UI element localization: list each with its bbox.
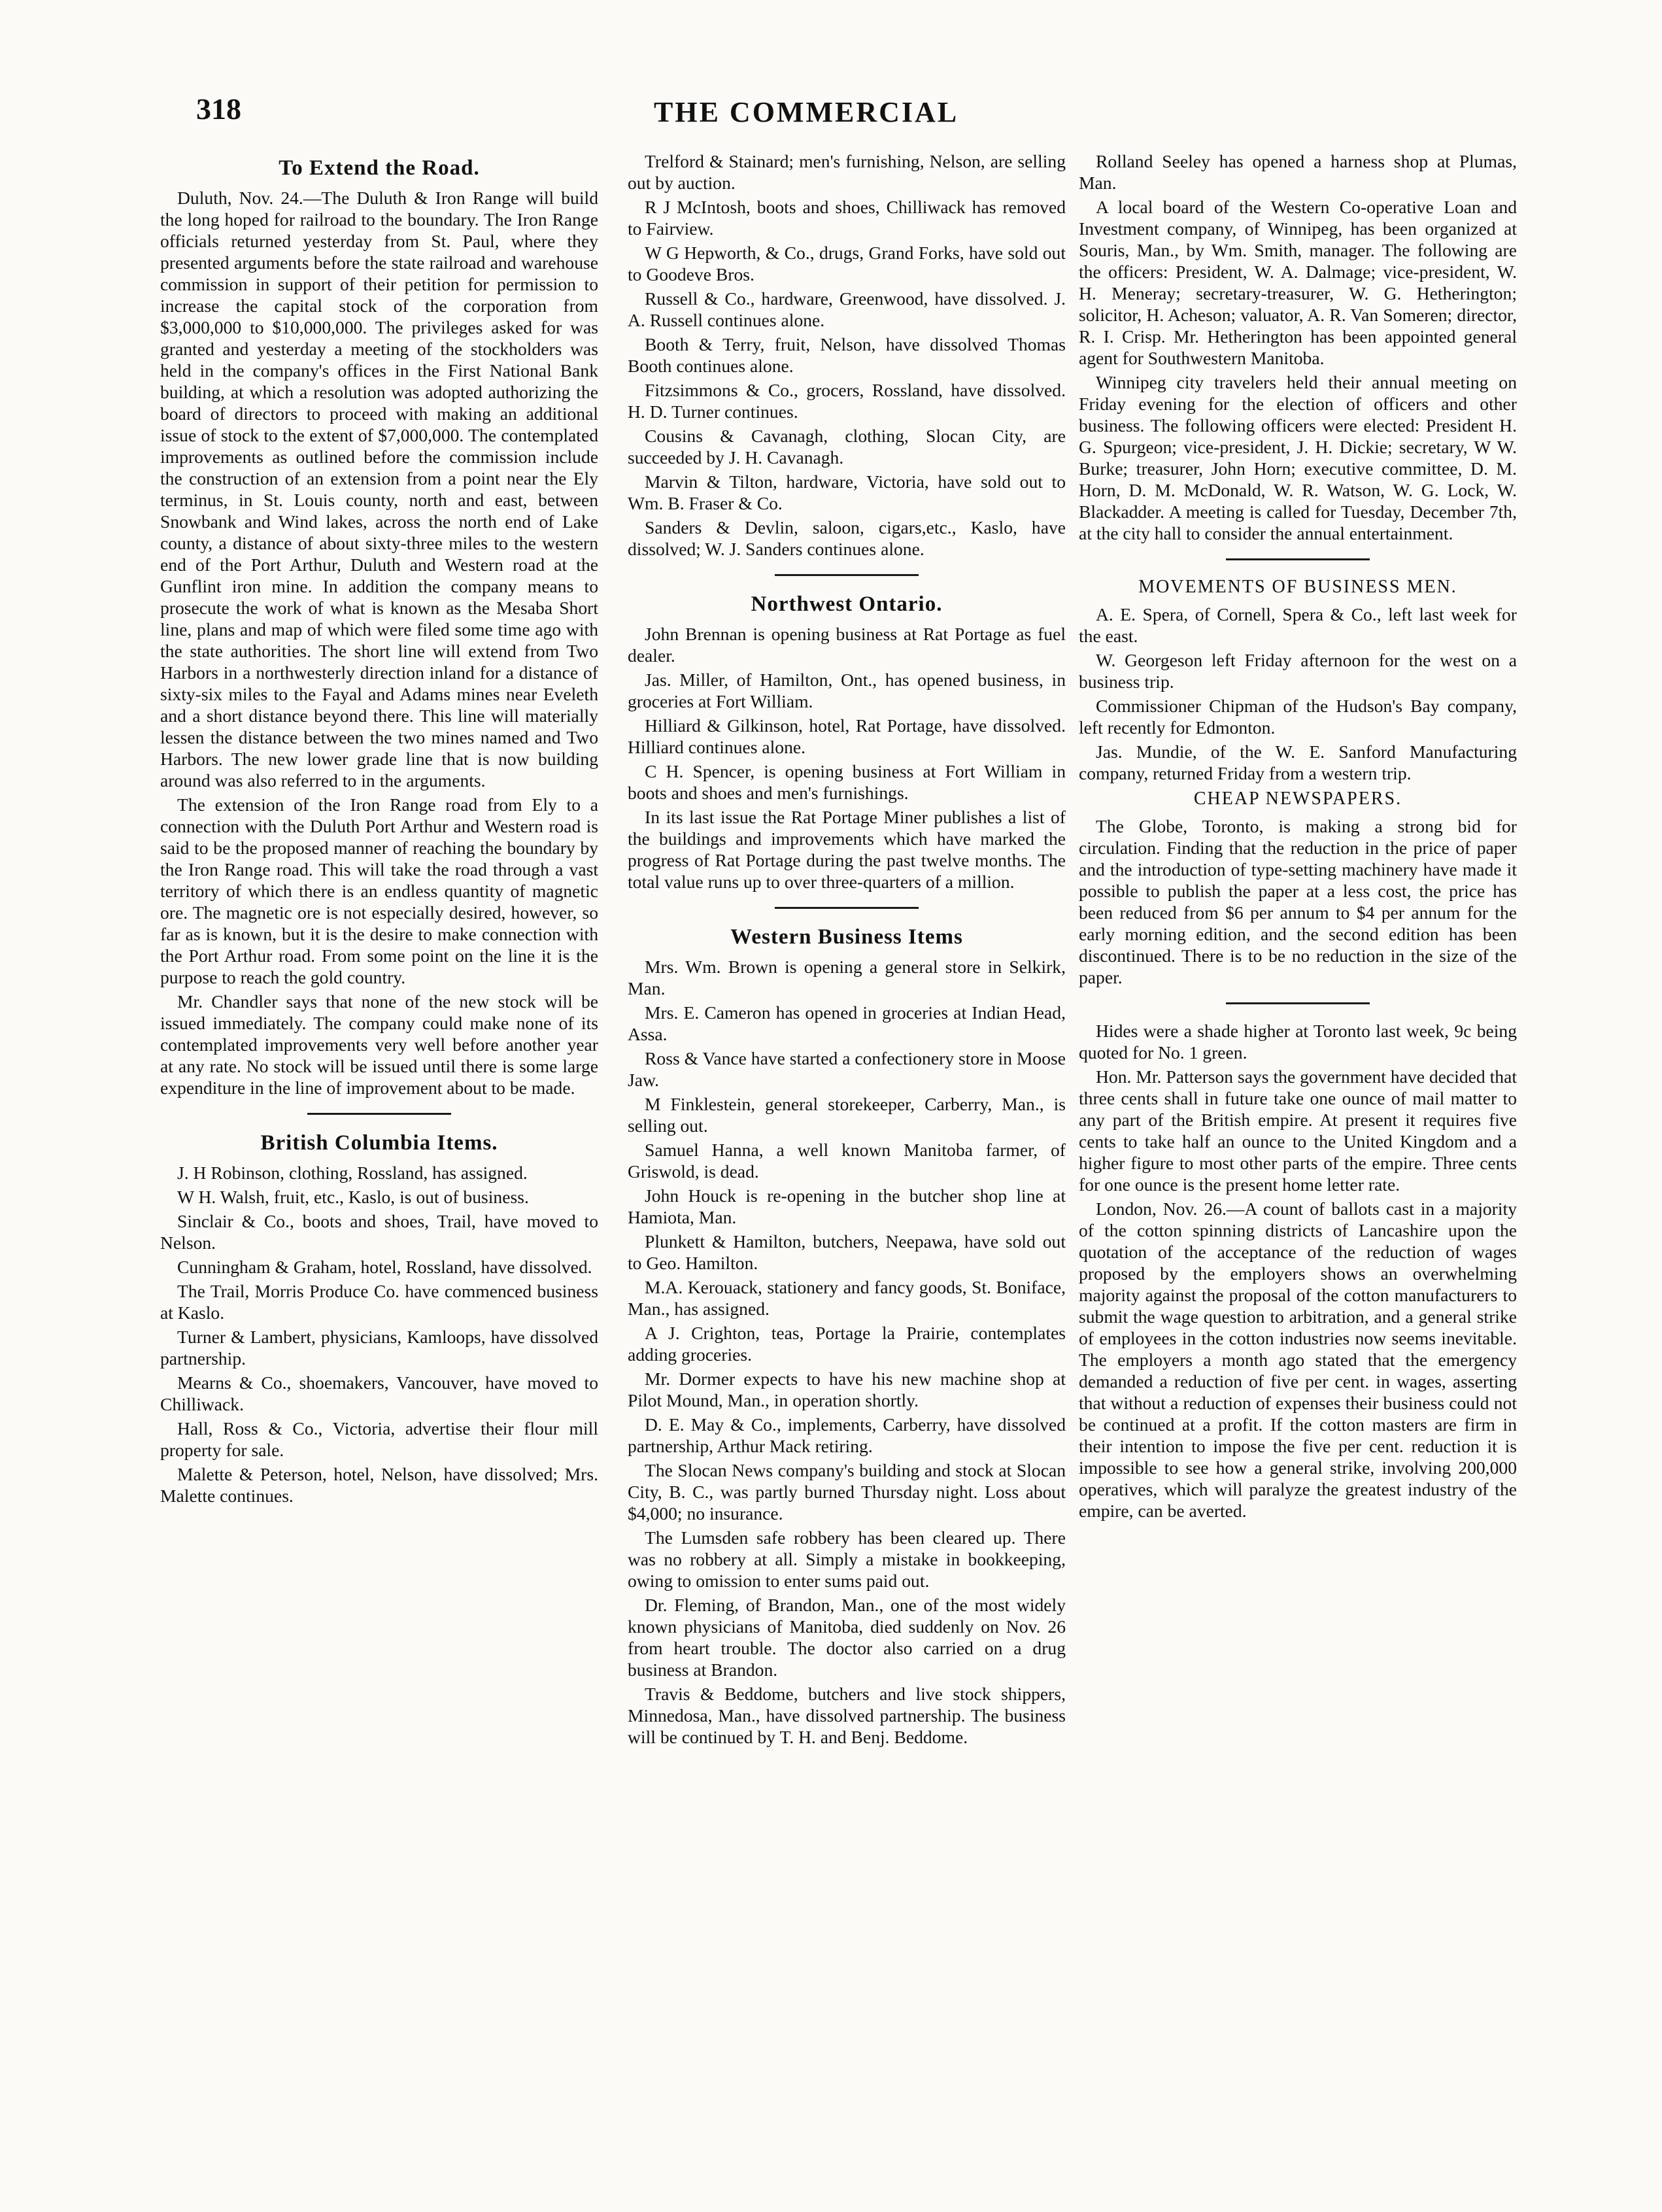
section-heading: MOVEMENTS OF BUSINESS MEN. — [1138, 577, 1457, 597]
section-divider — [307, 1113, 451, 1115]
news-item: M.A. Kerouack, stationery and fancy goods, St. Boniface, Man., has assigned. — [628, 1277, 1066, 1319]
news-item: Trelford & Stainard; men's furnishing, Nelson, are selling out by auction. — [628, 151, 1066, 193]
news-item: Malette & Peterson, hotel, Nelson, have dissolved; Mrs. Malette continues. — [160, 1464, 598, 1506]
news-item: Plunkett & Hamilton, butchers, Neepawa, have sold out to Geo. Hamilton. — [628, 1231, 1066, 1273]
page-number: 318 — [196, 92, 241, 126]
news-item: Turner & Lambert, physicians, Kamloops, have dissolved partnership. — [160, 1327, 598, 1369]
news-item: W. Georgeson left Friday afternoon for the west on a business trip. — [1079, 650, 1517, 692]
news-item: Sinclair & Co., boots and shoes, Trail, have moved to Nelson. — [160, 1211, 598, 1253]
section-heading: CHEAP NEWSPAPERS. — [1193, 789, 1402, 809]
news-item: Marvin & Tilton, hardware, Victoria, have sold out to Wm. B. Fraser & Co. — [628, 471, 1066, 513]
news-item: Dr. Fleming, of Brandon, Man., one of the most widely known physicians of Manitoba, died suddenly on Nov. 26 from heart trouble. The doctor also carried on a drug business at Brandon. — [628, 1595, 1066, 1680]
news-item: W G Hepworth, & Co., drugs, Grand Forks, have sold out to Goodeve Bros. — [628, 243, 1066, 284]
section-heading: Western Business Items — [730, 925, 963, 949]
news-item: Winnipeg city travelers held their annual meeting on Friday evening for the election of officers and other business. The following officers were elected: President H. G. Spurgeon; vice-president, J. H. Dickie; secretary, W W. Burke; treasurer, John Horn; executive committee, D. M. Horn, D. M. McDonald, W. R. Watson, W. G. Lock, W. Blackadder. A meeting is called for Tuesday, December 7th, at the city hall to consider the annual entertainment. — [1079, 372, 1517, 543]
section-heading: British Columbia Items. — [260, 1131, 498, 1155]
news-item: Hilliard & Gilkinson, hotel, Rat Portage, have dissolved. Hilliard continues alone. — [628, 715, 1066, 757]
masthead: THE COMMERCIAL — [654, 96, 959, 128]
news-item: Fitzsimmons & Co., grocers, Rossland, have dissolved. H. D. Turner continues. — [628, 380, 1066, 422]
news-item: A J. Crighton, teas, Portage la Prairie, contemplates adding groceries. — [628, 1323, 1066, 1365]
news-item: John Brennan is opening business at Rat Portage as fuel dealer. — [628, 624, 1066, 666]
news-item: J. H Robinson, clothing, Rossland, has assigned. — [177, 1163, 528, 1183]
article-paragraph: Mr. Chandler says that none of the new stock will be issued immediately. The company could make none of its contemplated improvements very well before another year at any rate. No stock will be issued until there is some large expenditure in the line of improvement about to be made. — [160, 991, 598, 1098]
column-1 — [160, 150, 598, 1509]
news-item: Commissioner Chipman of the Hudson's Bay company, left recently for Edmonton. — [1079, 696, 1517, 738]
news-item: C H. Spencer, is opening business at Fort William in boots and shoes and men's furnishings. — [628, 761, 1066, 803]
news-item: In its last issue the Rat Portage Miner publishes a list of the buildings and improvements which have marked the progress of Rat Portage during the past twelve months. The total value runs up to over three-quarters of a million. — [628, 807, 1066, 892]
news-item: Cousins & Cavanagh, clothing, Slocan City, are succeeded by J. H. Cavanagh. — [628, 426, 1066, 468]
section-divider — [1226, 1002, 1370, 1004]
news-item: R J McIntosh, boots and shoes, Chilliwack has removed to Fairview. — [628, 197, 1066, 239]
news-item: The Globe, Toronto, is making a strong bid for circulation. Finding that the reduction in the price of paper and the introduction of type-setting machinery have made it possible to publish the paper at a less cost, the price has been reduced from $6 per annum to $4 per annum for the early morning edition, and the second edition has been discontinued. There is to be no reduction in the size of the paper. — [1079, 816, 1517, 987]
section-divider — [1226, 558, 1370, 560]
news-item: W H. Walsh, fruit, etc., Kaslo, is out of business. — [177, 1187, 529, 1207]
news-item: London, Nov. 26.—A count of ballots cast in a majority of the cotton spinning districts of Lancashire upon the quotation of the acceptance of the reduction of wages proposed by the employers shows an overwhelming majority against the proposal of the cotton manufacturers to submit the wage question to arbitration, and a general strike of employees in the cotton industries now seems inevitable. The employers a month ago stated that the emergency demanded a reduction of five per cent. in wages, asserting that without a reduction of expenses their business could not be continued at a profit. If the cotton masters are firm in their intention to impose the five per cent. reduction it is impossible to see how a general strike, involving 200,000 operatives, which will paralyze the greatest industry of the empire, can be averted. — [1079, 1199, 1517, 1521]
news-item: Hides were a shade higher at Toronto last week, 9c being quoted for No. 1 green. — [1079, 1021, 1517, 1063]
news-item: Cunningham & Graham, hotel, Rossland, have dissolved. — [177, 1257, 592, 1277]
news-item: John Houck is re-opening in the butcher shop line at Hamiota, Man. — [628, 1185, 1066, 1227]
article-paragraph: Duluth, Nov. 24.—The Duluth & Iron Range will build the long hoped for railroad to the boundary. The Iron Range officials returned yesterday from St. Paul, where they presented arguments before the state railroad and warehouse commission in support of their petition for permission to increase the capital stock of the corporation from $3,000,000 to $10,000,000. The privileges asked for was granted and yesterday a meeting of the stockholders was held in the company's offices in the First National Bank building, at which a resolution was adopted authorizing the board of directors to proceed with making an additional issue of stock to the extent of $7,000,000. The contemplated improvements as outlined before the commission include the construction of an extension from a point near the Ely terminus, in St. Louis county, north and east, between Snowbank and Wind lakes, across the north end of Lake county, a distance of about sixty-three miles to the western end of the Port Arthur, Duluth and Western road at the Gunflint iron mine. In addition the company means to prosecute the work of what is known as the Mesaba Short line, plans and map of which were filed some time ago with the state authorities. The short line will extend from Two Harbors in a northwesterly direction inland for a distance of sixty-six miles to the Fayal and Adams mines near Eveleth and a short distance beyond there. This line will materially lessen the distance between the two mines named and Two Harbors. The new lower grade line that is now building around was also referred to in the arguments. — [160, 188, 598, 791]
news-item: The Trail, Morris Produce Co. have commenced business at Kaslo. — [160, 1281, 598, 1323]
news-item: Travis & Beddome, butchers and live stock shippers, Minnedosa, Man., have dissolved partnership. The business will be continued by T. H. and Benj. Beddome. — [628, 1684, 1066, 1747]
news-item: Hon. Mr. Patterson says the government have decided that three cents shall in future take one ounce of mail matter to any part of the British empire. At present it requires five cents to take half an ounce to the United Kingdom and a higher figure to most other parts of the empire. Three cents for one ounce is the present home letter rate. — [1079, 1066, 1517, 1195]
news-item: Hall, Ross & Co., Victoria, advertise their flour mill property for sale. — [160, 1418, 598, 1460]
news-item: Mrs. E. Cameron has opened in groceries at Indian Head, Assa. — [628, 1002, 1066, 1044]
news-item: The Slocan News company's building and stock at Slocan City, B. C., was partly burned Thursday night. Loss about $4,000; no insurance. — [628, 1460, 1066, 1523]
section-heading: Northwest Ontario. — [751, 592, 943, 616]
news-item: Rolland Seeley has opened a harness shop at Plumas, Man. — [1079, 151, 1517, 193]
section-divider — [775, 907, 919, 909]
news-item: Samuel Hanna, a well known Manitoba farmer, of Griswold, is dead. — [628, 1140, 1066, 1182]
article-heading: To Extend the Road. — [279, 156, 480, 180]
news-item: Sanders & Devlin, saloon, cigars,etc., Kaslo, have dissolved; W. J. Sanders continues alone. — [628, 517, 1066, 559]
section-divider — [775, 574, 919, 576]
news-item: Jas. Mundie, of the W. E. Sanford Manufacturing company, returned Friday from a western trip. — [1079, 741, 1517, 783]
news-item: A local board of the Western Co-operative Loan and Investment company, of Winnipeg, has been organized at Souris, Man., by Wm. Smith, manager. The following are the officers: President, W. A. Dalmage; vice-president, W. H. Meneray; secretary-treasurer, W. G. Hetherington; solicitor, H. Acheson; valuator, A. R. Van Someren; director, R. I. Crisp. Mr. Hetherington has been appointed general agent for Southwestern Manitoba. — [1079, 197, 1517, 368]
page-header — [196, 78, 1530, 144]
news-item: Ross & Vance have started a confectionery store in Moose Jaw. — [628, 1048, 1066, 1090]
news-item: D. E. May & Co., implements, Carberry, have dissolved partnership, Arthur Mack retiring. — [628, 1414, 1066, 1456]
news-item: The Lumsden safe robbery has been cleared up. There was no robbery at all. Simply a mistake in bookkeeping, owing to omission to enter sums paid out. — [628, 1527, 1066, 1591]
column-2 — [628, 150, 1066, 1750]
column-3 — [1079, 150, 1517, 1524]
news-item: Mearns & Co., shoemakers, Vancouver, have moved to Chilliwack. — [160, 1372, 598, 1414]
news-item: Booth & Terry, fruit, Nelson, have dissolved Thomas Booth continues alone. — [628, 334, 1066, 376]
news-item: A. E. Spera, of Cornell, Spera & Co., left last week for the east. — [1079, 604, 1517, 646]
news-item: Russell & Co., hardware, Greenwood, have dissolved. J. A. Russell continues alone. — [628, 288, 1066, 330]
news-item: M Finklestein, general storekeeper, Carberry, Man., is selling out. — [628, 1094, 1066, 1136]
news-item: Jas. Miller, of Hamilton, Ont., has opened business, in groceries at Fort William. — [628, 670, 1066, 711]
news-item: Mrs. Wm. Brown is opening a general store in Selkirk, Man. — [628, 957, 1066, 998]
news-item: Mr. Dormer expects to have his new machine shop at Pilot Mound, Man., in operation shortly. — [628, 1369, 1066, 1410]
article-paragraph: The extension of the Iron Range road from Ely to a connection with the Duluth Port Arthur and Western road is said to be the proposed manner of reaching the boundary by the Iron Range road. This will take the road through a vast territory of which there is an endless quantity of magnetic ore. The magnetic ore is not especially desired, however, so far as is known, but it is the desire to make connection with the Port Arthur road. From some point on the line it is the purpose to reach the gold country. — [160, 794, 598, 987]
